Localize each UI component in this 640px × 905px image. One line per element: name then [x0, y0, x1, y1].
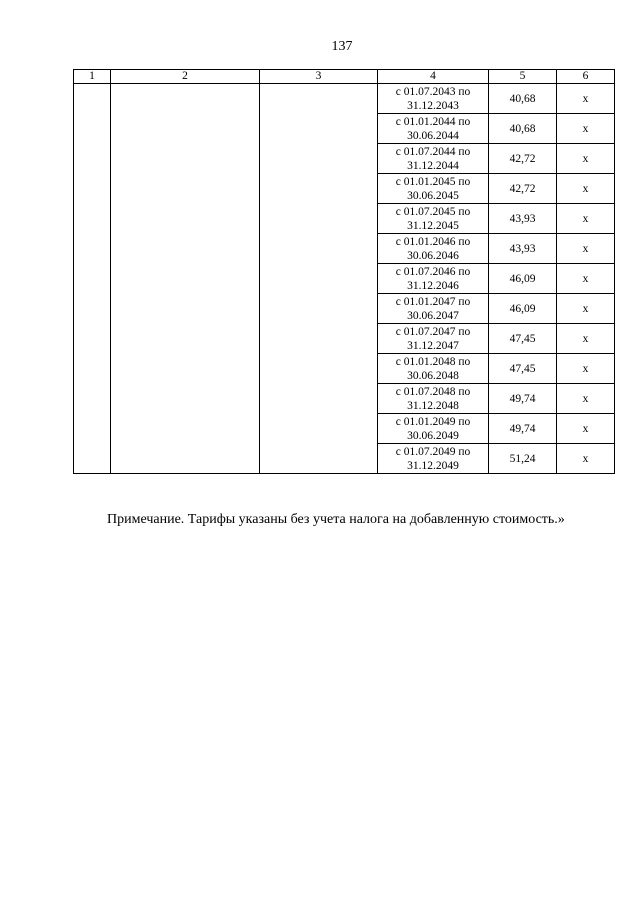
tariff-value-cell: 43,93: [489, 204, 557, 234]
header-col-1: 1: [74, 70, 111, 84]
col6-cell: х: [557, 174, 615, 204]
tariff-table: [73, 69, 615, 474]
period-from: с 01.07.2043 по: [395, 85, 471, 98]
period-from: с 01.01.2044 по: [395, 115, 471, 128]
tariff-value-cell: 46,09: [489, 264, 557, 294]
period-cell: [378, 174, 489, 204]
period-cell: [378, 414, 489, 444]
period-to: 30.06.2046: [407, 249, 459, 262]
header-col-4: 4: [378, 70, 489, 84]
period-cell: [378, 324, 489, 354]
empty-cell-col-3: [260, 84, 378, 474]
period-to: 31.12.2049: [407, 459, 459, 472]
period-cell: [378, 264, 489, 294]
table-row: [74, 84, 615, 114]
period-to: 31.12.2043: [407, 99, 459, 112]
empty-cell-col-2: [111, 84, 260, 474]
col6-cell: х: [557, 114, 615, 144]
period-to: 31.12.2044: [407, 159, 459, 172]
col6-cell: х: [557, 354, 615, 384]
header-col-3: 3: [260, 70, 378, 84]
period-from: с 01.07.2044 по: [395, 145, 471, 158]
col6-cell: х: [557, 294, 615, 324]
tariff-value-cell: 49,74: [489, 414, 557, 444]
tariff-value-cell: 43,93: [489, 234, 557, 264]
period-cell: [378, 204, 489, 234]
period-cell: [378, 84, 489, 114]
period-from: с 01.07.2048 по: [395, 385, 471, 398]
tariff-value-cell: 49,74: [489, 384, 557, 414]
period-to: 31.12.2047: [407, 339, 459, 352]
period-to: 31.12.2048: [407, 399, 459, 412]
page-number: 137: [331, 39, 353, 54]
period-cell: [378, 144, 489, 174]
period-to: 31.12.2045: [407, 219, 459, 232]
period-from: с 01.07.2047 по: [395, 325, 471, 338]
col6-cell: х: [557, 414, 615, 444]
tariff-value-cell: 51,24: [489, 444, 557, 474]
period-from: с 01.07.2049 по: [395, 445, 471, 458]
col6-cell: х: [557, 84, 615, 114]
period-cell: [378, 354, 489, 384]
table-header-row: [74, 70, 615, 84]
period-to: 30.06.2049: [407, 429, 459, 442]
col6-cell: х: [557, 384, 615, 414]
period-from: с 01.01.2045 по: [395, 175, 471, 188]
col6-cell: х: [557, 264, 615, 294]
tariff-value-cell: 42,72: [489, 144, 557, 174]
period-from: с 01.01.2048 по: [395, 355, 471, 368]
tariff-value-cell: 47,45: [489, 354, 557, 384]
period-cell: [378, 114, 489, 144]
period-to: 30.06.2045: [407, 189, 459, 202]
period-from: с 01.07.2045 по: [395, 205, 471, 218]
period-from: с 01.01.2046 по: [395, 235, 471, 248]
tariff-note: Примечание. Тарифы указаны без учета налога на добавленную стоимость.»: [107, 512, 565, 527]
period-to: 30.06.2044: [407, 129, 459, 142]
tariff-value-cell: 42,72: [489, 174, 557, 204]
empty-cell-col-1: [74, 84, 111, 474]
period-cell: [378, 234, 489, 264]
header-col-5: 5: [489, 70, 557, 84]
period-from: с 01.07.2046 по: [395, 265, 471, 278]
tariff-value-cell: 47,45: [489, 324, 557, 354]
col6-cell: х: [557, 324, 615, 354]
col6-cell: х: [557, 444, 615, 474]
tariff-value-cell: 46,09: [489, 294, 557, 324]
header-col-6: 6: [557, 70, 615, 84]
col6-cell: х: [557, 234, 615, 264]
period-to: 30.06.2048: [407, 369, 459, 382]
period-from: с 01.01.2047 по: [395, 295, 471, 308]
period-cell: [378, 384, 489, 414]
period-cell: [378, 444, 489, 474]
period-cell: [378, 294, 489, 324]
tariff-value-cell: 40,68: [489, 84, 557, 114]
col6-cell: х: [557, 204, 615, 234]
period-to: 31.12.2046: [407, 279, 459, 292]
period-from: с 01.01.2049 по: [395, 415, 471, 428]
period-to: 30.06.2047: [407, 309, 459, 322]
col6-cell: х: [557, 144, 615, 174]
tariff-value-cell: 40,68: [489, 114, 557, 144]
header-col-2: 2: [111, 70, 260, 84]
